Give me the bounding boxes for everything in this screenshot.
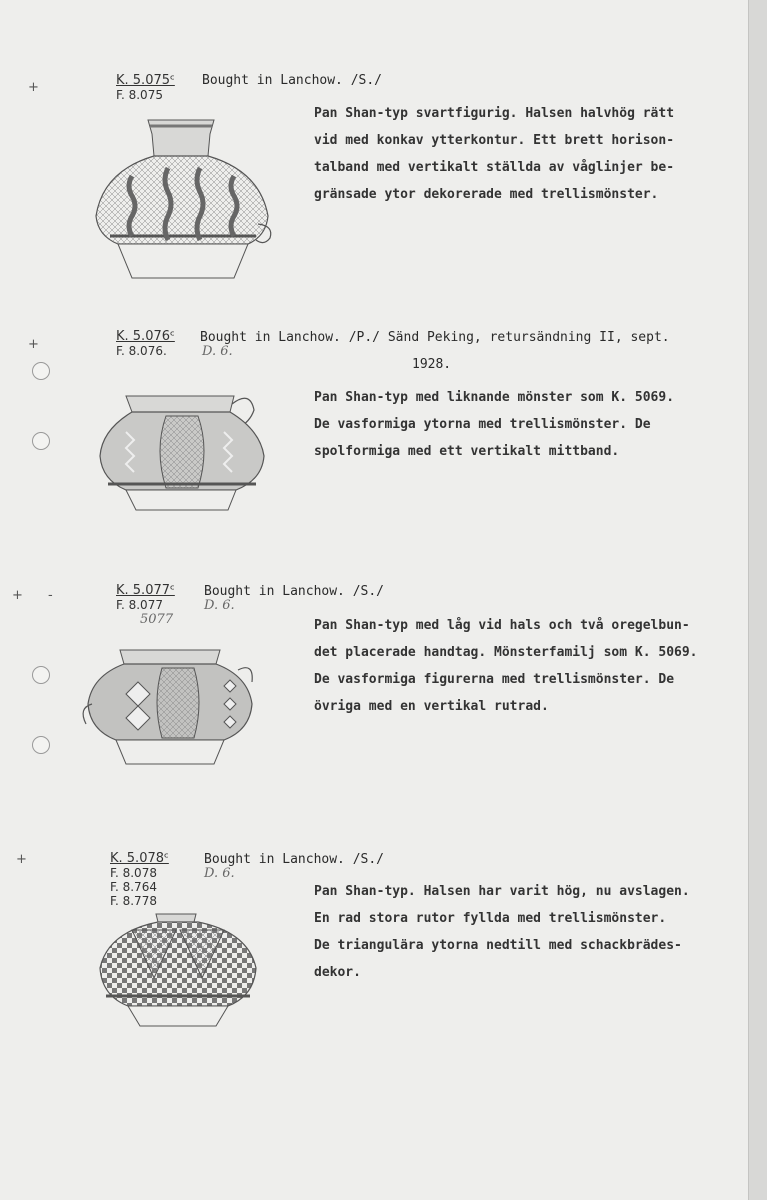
catalog-reference (116, 584, 175, 612)
k-number: K. 5.075ᶜ (116, 73, 175, 88)
catalog-reference (116, 74, 175, 102)
entry-description: Pan Shan-typ. Halsen har varit hög, nu avslagen. En rad stora rutor fyllda med trellismönster. De triangulära ytorna nedtill med schackbrädes- dekor. (314, 884, 690, 980)
punch-hole (32, 736, 50, 754)
entry-header: Bought in Lanchow. /S./ (204, 852, 385, 867)
entry-header: Bought in Lanchow. /S./ (202, 73, 383, 88)
page-edge (748, 0, 767, 1200)
vessel-drawing-5077 (80, 646, 260, 770)
entry-header-continuation: 1928. (412, 357, 452, 372)
k-number: K. 5.077ᶜ (116, 583, 175, 598)
pencil-annotation: D. 6. (204, 866, 235, 881)
entry-description: Pan Shan-typ svartfigurig. Halsen halvhög rätt vid med konkav ytterkontur. Ett brett horison- talband med vertikalt ställda av våglinjer be- gränsade ytor dekorerade med trellismönster. (314, 106, 675, 202)
f-number: F. 8.778 (110, 894, 157, 908)
entry-header: Bought in Lanchow. /S./ (204, 584, 385, 599)
entry-description: Pan Shan-typ med liknande mönster som K. 5069. De vasformiga ytorna med trellismönster. De spolformiga med ett vertikalt mittband. (314, 390, 675, 459)
f-number: F. 8.075 (116, 88, 163, 102)
catalog-reference (116, 330, 175, 358)
vessel-drawing-5075 (88, 116, 278, 282)
punch-hole (32, 432, 50, 450)
f-number: F. 8.764 (110, 880, 157, 894)
punch-hole (32, 666, 50, 684)
entry-description: Pan Shan-typ med låg vid hals och två oregelbun- det placerade handtag. Mönsterfamilj som K. 5069. De vasformiga figurerna med trellismönster. De övriga med en vertikal rutrad. (314, 618, 698, 714)
pencil-annotation: D. 6. (202, 344, 233, 359)
punch-hole (32, 362, 50, 380)
entry-header: Bought in Lanchow. /P./ Sänd Peking, retursändning II, sept. (200, 330, 670, 345)
k-number: K. 5.076ᶜ (116, 329, 175, 344)
vessel-drawing-5076 (96, 390, 268, 514)
margin-plus-mark: + (28, 337, 39, 352)
f-number: F. 8.077 (116, 598, 163, 612)
f-number: F. 8.076. (116, 344, 167, 358)
margin-plus-mark: + (28, 80, 39, 95)
margin-dash-mark: - (48, 588, 53, 603)
pencil-annotation: 5077 (140, 612, 174, 627)
margin-plus-mark: + (12, 588, 23, 603)
vessel-drawing-5078 (92, 908, 264, 1032)
k-number: K. 5.078ᶜ (110, 851, 169, 866)
pencil-annotation: D. 6. (204, 598, 235, 613)
catalog-reference (110, 852, 169, 908)
margin-plus-mark: + (16, 852, 27, 867)
f-number: F. 8.078 (110, 866, 157, 880)
